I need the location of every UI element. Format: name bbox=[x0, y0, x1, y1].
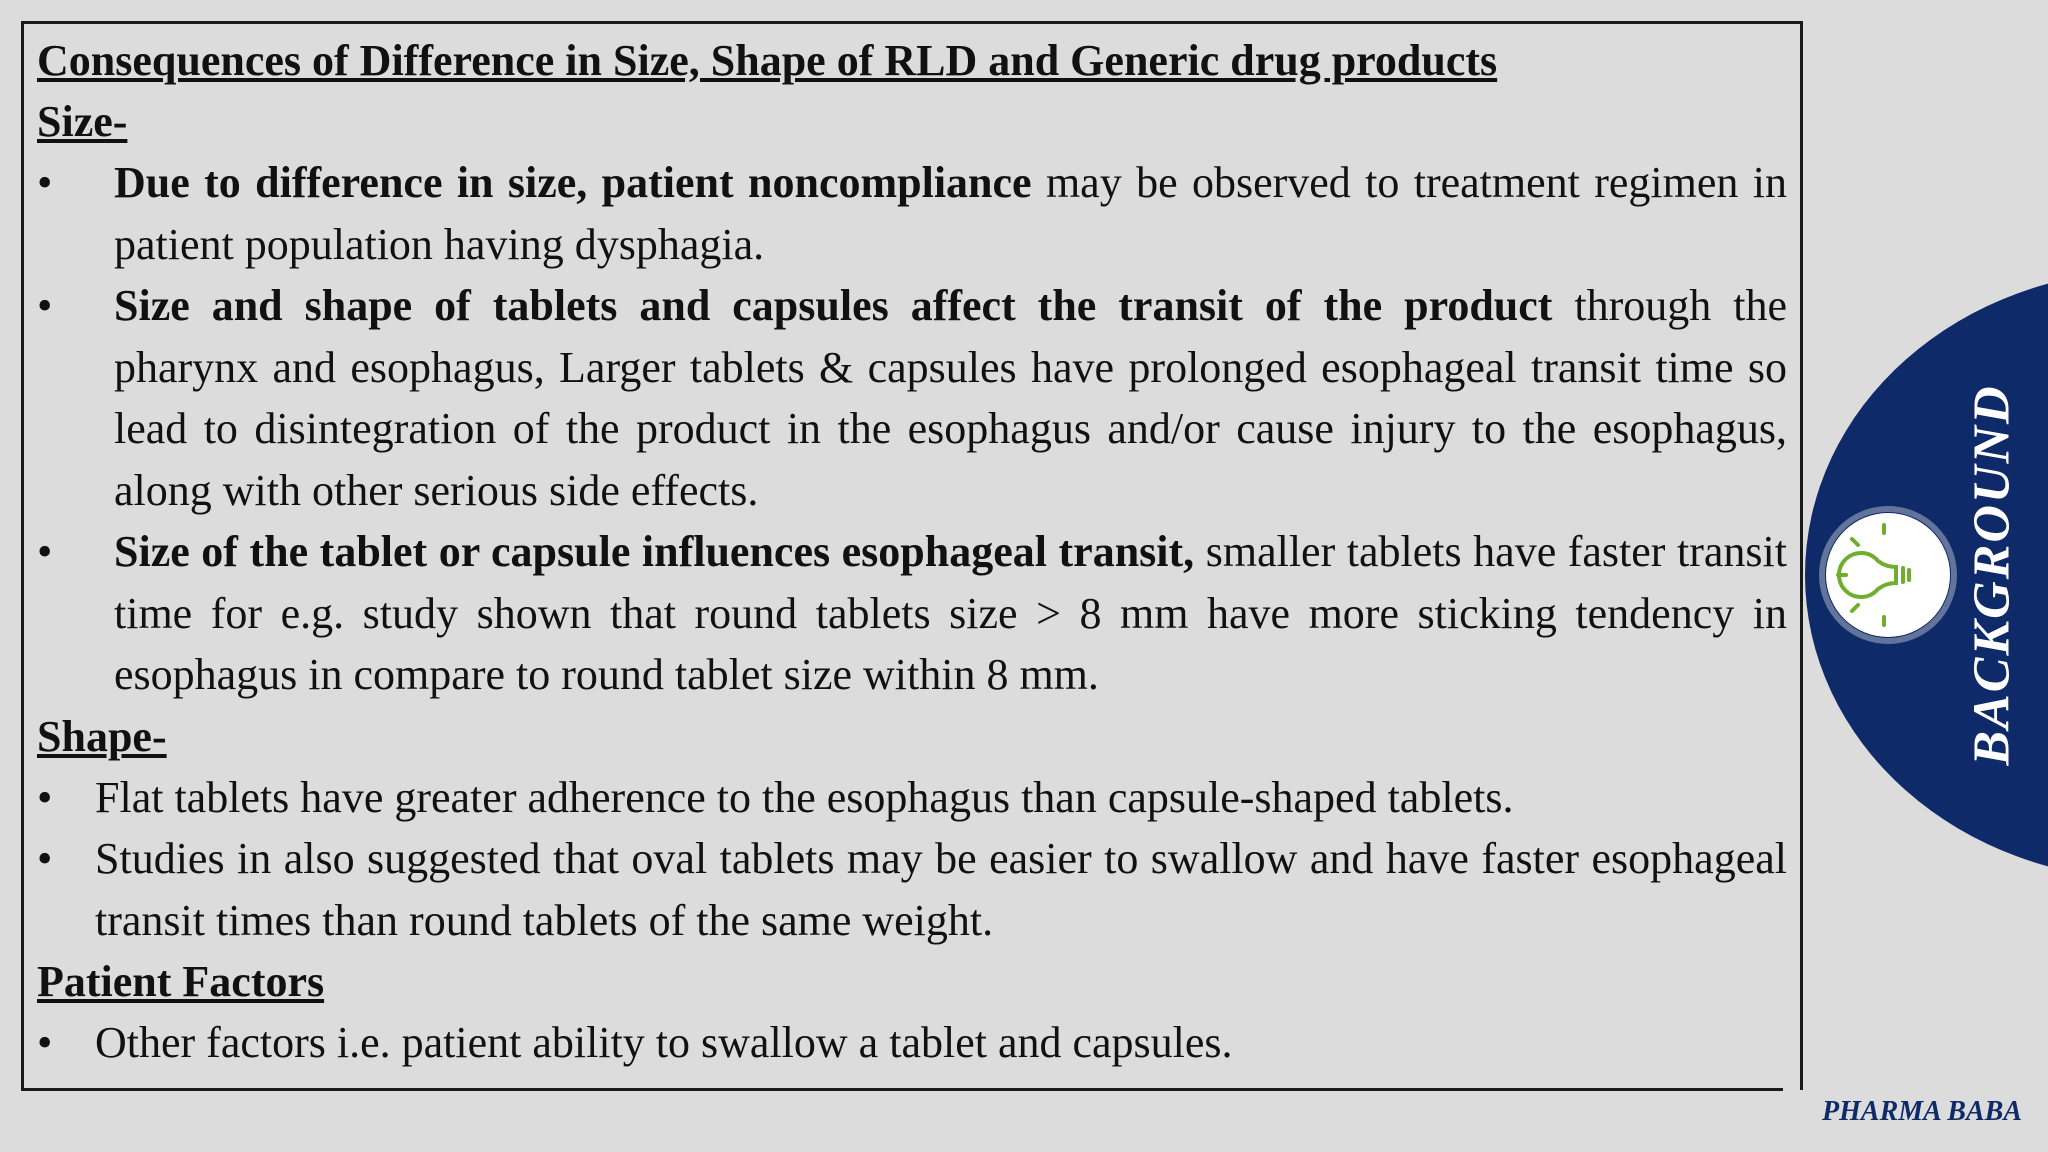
bullet-icon: • bbox=[37, 158, 53, 207]
size-bullet-2-bold: Size and shape of tablets and capsules affect the transit of the product bbox=[114, 281, 1553, 330]
brand-label: PHARMA BABA bbox=[1822, 1096, 2022, 1127]
bullet-icon: • bbox=[37, 527, 53, 576]
size-bullet-2-text: through the pharynx and esophagus, Larger tablets & capsules have prolonged esophageal transit time so lead to disintegration of the product in the esophagus and/or cause injury to the esophagus, along with other serious side effects. bbox=[114, 281, 1787, 515]
shape-heading: Shape- bbox=[37, 711, 167, 761]
patient-bullet-1-text: Other factors i.e. patient ability to swallow a tablet and capsules. bbox=[95, 1018, 1233, 1067]
shape-bullet-1-text: Flat tablets have greater adherence to the esophagus than capsule-shaped tablets. bbox=[95, 772, 1514, 822]
size-bullet-1-bold: Due to difference in size, patient noncompliance bbox=[114, 158, 1032, 207]
size-bullet-3-bold: Size of the tablet or capsule influences esophageal transit, bbox=[114, 527, 1195, 576]
side-label: BACKGROUND bbox=[1963, 384, 2021, 766]
shape-bullet-2-text: Studies in also suggested that oval tablets may be easier to swallow and have faster esophageal transit times than round tablets of the same weight. bbox=[95, 834, 1787, 945]
bullet-icon: • bbox=[37, 834, 53, 883]
bullet-icon: • bbox=[37, 281, 53, 330]
size-bullet-3-text: smaller tablets have faster transit time for e.g. study shown that round tablets size > 8 mm have more sticking tendency in esophagus in compare to round tablet size within 8 mm. bbox=[114, 527, 1787, 699]
size-heading: Size- bbox=[37, 97, 128, 146]
slide-title: Consequences of Difference in Size, Shape of RLD and Generic drug products bbox=[37, 36, 1498, 85]
bullet-icon: • bbox=[37, 1018, 53, 1067]
patient-factors-heading: Patient Factors bbox=[37, 957, 325, 1006]
size-bullet-1-text: may be observed to treatment regimen in patient population having dysphagia. bbox=[114, 158, 1787, 269]
lightbulb-icon bbox=[1822, 509, 1954, 641]
bullet-icon: • bbox=[37, 772, 53, 822]
